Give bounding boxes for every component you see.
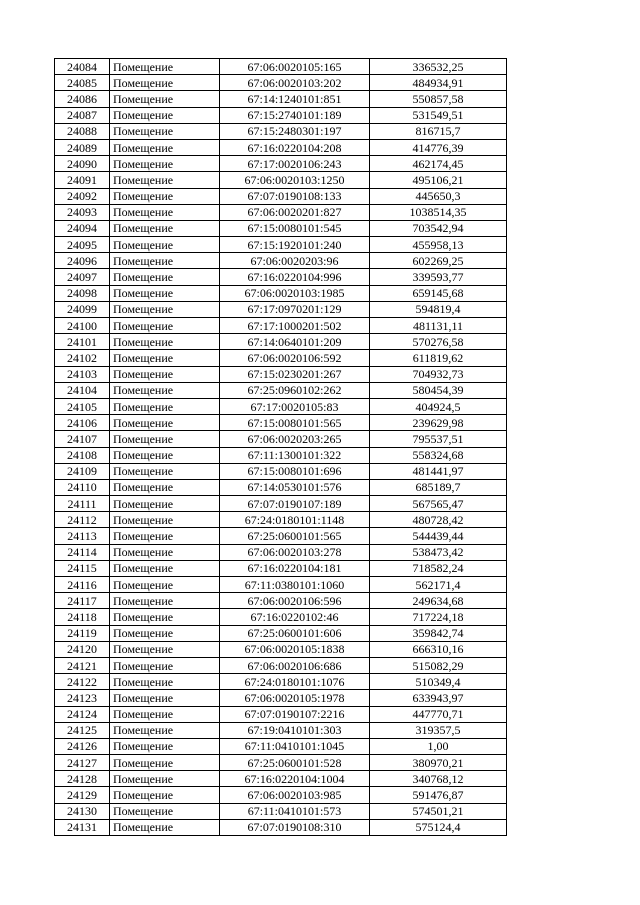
- object-type-cell: Помещение: [110, 512, 220, 528]
- table-row: [55, 657, 507, 673]
- object-type-cell: Помещение: [110, 577, 220, 593]
- cadastral-value-cell: 447770,71: [370, 706, 507, 722]
- row-number-cell: 24095: [55, 237, 110, 253]
- cadastral-number-cell: 67:14:0530101:576: [220, 479, 370, 495]
- cadastral-number-cell: 67:16:0220104:208: [220, 139, 370, 155]
- table-row: [55, 253, 507, 269]
- row-number-cell: 24105: [55, 398, 110, 414]
- object-type-cell: Помещение: [110, 107, 220, 123]
- object-type-cell: Помещение: [110, 75, 220, 91]
- row-number-cell: 24090: [55, 156, 110, 172]
- row-number-cell: 24128: [55, 771, 110, 787]
- cadastral-value-cell: 580454,39: [370, 382, 507, 398]
- cadastral-number-cell: 67:17:1000201:502: [220, 318, 370, 334]
- table-row: [55, 382, 507, 398]
- object-type-cell: Помещение: [110, 819, 220, 835]
- table-row: [55, 447, 507, 463]
- row-number-cell: 24119: [55, 625, 110, 641]
- cadastral-value-cell: 633943,97: [370, 690, 507, 706]
- cadastral-value-cell: 239629,98: [370, 415, 507, 431]
- table-row: [55, 722, 507, 738]
- table-row: [55, 641, 507, 657]
- table-row: [55, 204, 507, 220]
- object-type-cell: Помещение: [110, 188, 220, 204]
- cadastral-value-cell: 249634,68: [370, 593, 507, 609]
- row-number-cell: 24103: [55, 366, 110, 382]
- row-number-cell: 24088: [55, 123, 110, 139]
- object-type-cell: Помещение: [110, 528, 220, 544]
- cadastral-value-cell: 359842,74: [370, 625, 507, 641]
- object-type-cell: Помещение: [110, 738, 220, 754]
- cadastral-value-cell: 1,00: [370, 738, 507, 754]
- cadastral-number-cell: 67:06:0020106:686: [220, 657, 370, 673]
- object-type-cell: Помещение: [110, 334, 220, 350]
- object-type-cell: Помещение: [110, 139, 220, 155]
- cadastral-number-cell: 67:11:0410101:1045: [220, 738, 370, 754]
- row-number-cell: 24086: [55, 91, 110, 107]
- table-row: [55, 107, 507, 123]
- object-type-cell: Помещение: [110, 496, 220, 512]
- row-number-cell: 24102: [55, 350, 110, 366]
- cadastral-value-cell: 510349,4: [370, 674, 507, 690]
- table-row: [55, 625, 507, 641]
- cadastral-value-cell: 816715,7: [370, 123, 507, 139]
- row-number-cell: 24093: [55, 204, 110, 220]
- table-row: [55, 496, 507, 512]
- cadastral-value-cell: 515082,29: [370, 657, 507, 673]
- table-row: [55, 398, 507, 414]
- cadastral-value-cell: 611819,62: [370, 350, 507, 366]
- cadastral-value-cell: 602269,25: [370, 253, 507, 269]
- table-row: [55, 706, 507, 722]
- row-number-cell: 24130: [55, 803, 110, 819]
- object-type-cell: Помещение: [110, 560, 220, 576]
- object-type-cell: Помещение: [110, 253, 220, 269]
- cadastral-value-cell: 795537,51: [370, 431, 507, 447]
- table-row: [55, 528, 507, 544]
- cadastral-number-cell: 67:06:0020103:985: [220, 787, 370, 803]
- row-number-cell: 24087: [55, 107, 110, 123]
- row-number-cell: 24127: [55, 755, 110, 771]
- row-number-cell: 24115: [55, 560, 110, 576]
- cadastral-number-cell: 67:24:0180101:1076: [220, 674, 370, 690]
- row-number-cell: 24125: [55, 722, 110, 738]
- row-number-cell: 24114: [55, 544, 110, 560]
- row-number-cell: 24099: [55, 301, 110, 317]
- cadastral-number-cell: 67:15:2740101:189: [220, 107, 370, 123]
- object-type-cell: Помещение: [110, 431, 220, 447]
- table-row: [55, 350, 507, 366]
- row-number-cell: 24117: [55, 593, 110, 609]
- row-number-cell: 24097: [55, 269, 110, 285]
- object-type-cell: Помещение: [110, 447, 220, 463]
- cadastral-number-cell: 67:06:0020106:592: [220, 350, 370, 366]
- cadastral-number-cell: 67:15:0080101:696: [220, 463, 370, 479]
- cadastral-number-cell: 67:06:0020105:165: [220, 59, 370, 75]
- row-number-cell: 24118: [55, 609, 110, 625]
- cadastral-number-cell: 67:07:0190107:2216: [220, 706, 370, 722]
- object-type-cell: Помещение: [110, 204, 220, 220]
- object-type-cell: Помещение: [110, 657, 220, 673]
- object-type-cell: Помещение: [110, 172, 220, 188]
- cadastral-number-cell: 67:16:0220104:181: [220, 560, 370, 576]
- table-row: [55, 366, 507, 382]
- cadastral-number-cell: 67:15:0080101:545: [220, 220, 370, 236]
- cadastral-value-cell: 570276,58: [370, 334, 507, 350]
- row-number-cell: 24101: [55, 334, 110, 350]
- cadastral-number-cell: 67:24:0180101:1148: [220, 512, 370, 528]
- cadastral-value-cell: 558324,68: [370, 447, 507, 463]
- object-type-cell: Помещение: [110, 350, 220, 366]
- cadastral-value-cell: 538473,42: [370, 544, 507, 560]
- cadastral-number-cell: 67:25:0960102:262: [220, 382, 370, 398]
- row-number-cell: 24085: [55, 75, 110, 91]
- row-number-cell: 24124: [55, 706, 110, 722]
- row-number-cell: 24096: [55, 253, 110, 269]
- object-type-cell: Помещение: [110, 706, 220, 722]
- table-row: [55, 609, 507, 625]
- cadastral-value-cell: 319357,5: [370, 722, 507, 738]
- cadastral-number-cell: 67:07:0190107:189: [220, 496, 370, 512]
- cadastral-number-cell: 67:16:0220104:1004: [220, 771, 370, 787]
- cadastral-value-cell: 718582,24: [370, 560, 507, 576]
- object-type-cell: Помещение: [110, 91, 220, 107]
- object-type-cell: Помещение: [110, 593, 220, 609]
- object-type-cell: Помещение: [110, 755, 220, 771]
- cadastral-value-cell: 1038514,35: [370, 204, 507, 220]
- row-number-cell: 24084: [55, 59, 110, 75]
- cadastral-value-cell: 339593,77: [370, 269, 507, 285]
- cadastral-number-cell: 67:15:0080101:565: [220, 415, 370, 431]
- table-row: [55, 803, 507, 819]
- object-type-cell: Помещение: [110, 156, 220, 172]
- table-row: [55, 285, 507, 301]
- cadastral-number-cell: 67:06:0020106:596: [220, 593, 370, 609]
- cadastral-value-cell: 481441,97: [370, 463, 507, 479]
- table-row: [55, 593, 507, 609]
- object-type-cell: Помещение: [110, 722, 220, 738]
- cadastral-value-cell: 659145,68: [370, 285, 507, 301]
- table-row: [55, 738, 507, 754]
- table-row: [55, 787, 507, 803]
- object-type-cell: Помещение: [110, 269, 220, 285]
- cadastral-value-cell: 685189,7: [370, 479, 507, 495]
- object-type-cell: Помещение: [110, 318, 220, 334]
- row-number-cell: 24100: [55, 318, 110, 334]
- cadastral-number-cell: 67:17:0970201:129: [220, 301, 370, 317]
- table-row: [55, 755, 507, 771]
- object-type-cell: Помещение: [110, 366, 220, 382]
- table-row: [55, 544, 507, 560]
- cadastral-value-cell: 574501,21: [370, 803, 507, 819]
- cadastral-value-cell: 484934,91: [370, 75, 507, 91]
- object-type-cell: Помещение: [110, 398, 220, 414]
- row-number-cell: 24094: [55, 220, 110, 236]
- cadastral-number-cell: 67:17:0020106:243: [220, 156, 370, 172]
- cadastral-number-cell: 67:07:0190108:133: [220, 188, 370, 204]
- table-row: [55, 237, 507, 253]
- table-row: [55, 301, 507, 317]
- table-row: [55, 59, 507, 75]
- row-number-cell: 24120: [55, 641, 110, 657]
- cadastral-number-cell: 67:25:0600101:565: [220, 528, 370, 544]
- row-number-cell: 24107: [55, 431, 110, 447]
- cadastral-value-cell: 666310,16: [370, 641, 507, 657]
- table-row: [55, 690, 507, 706]
- object-type-cell: Помещение: [110, 237, 220, 253]
- cadastral-number-cell: 67:15:2480301:197: [220, 123, 370, 139]
- row-number-cell: 24126: [55, 738, 110, 754]
- cadastral-number-cell: 67:06:0020105:1838: [220, 641, 370, 657]
- property-table: [54, 58, 507, 836]
- cadastral-value-cell: 380970,21: [370, 755, 507, 771]
- row-number-cell: 24098: [55, 285, 110, 301]
- table-row: [55, 139, 507, 155]
- table-row: [55, 560, 507, 576]
- table-body: [55, 59, 507, 836]
- cadastral-value-cell: 455958,13: [370, 237, 507, 253]
- row-number-cell: 24108: [55, 447, 110, 463]
- row-number-cell: 24110: [55, 479, 110, 495]
- cadastral-value-cell: 462174,45: [370, 156, 507, 172]
- object-type-cell: Помещение: [110, 609, 220, 625]
- cadastral-number-cell: 67:25:0600101:528: [220, 755, 370, 771]
- object-type-cell: Помещение: [110, 301, 220, 317]
- cadastral-number-cell: 67:11:0380101:1060: [220, 577, 370, 593]
- cadastral-value-cell: 531549,51: [370, 107, 507, 123]
- cadastral-number-cell: 67:06:0020203:265: [220, 431, 370, 447]
- object-type-cell: Помещение: [110, 220, 220, 236]
- cadastral-number-cell: 67:07:0190108:310: [220, 819, 370, 835]
- cadastral-value-cell: 445650,3: [370, 188, 507, 204]
- table-row: [55, 188, 507, 204]
- object-type-cell: Помещение: [110, 771, 220, 787]
- table-row: [55, 819, 507, 835]
- table-row: [55, 577, 507, 593]
- row-number-cell: 24091: [55, 172, 110, 188]
- row-number-cell: 24121: [55, 657, 110, 673]
- cadastral-value-cell: 717224,18: [370, 609, 507, 625]
- row-number-cell: 24089: [55, 139, 110, 155]
- cadastral-value-cell: 567565,47: [370, 496, 507, 512]
- row-number-cell: 24131: [55, 819, 110, 835]
- table-row: [55, 318, 507, 334]
- row-number-cell: 24129: [55, 787, 110, 803]
- cadastral-number-cell: 67:16:0220102:46: [220, 609, 370, 625]
- table-row: [55, 91, 507, 107]
- document-page: [54, 58, 506, 836]
- row-number-cell: 24109: [55, 463, 110, 479]
- table-row: [55, 674, 507, 690]
- cadastral-number-cell: 67:16:0220104:996: [220, 269, 370, 285]
- row-number-cell: 24113: [55, 528, 110, 544]
- object-type-cell: Помещение: [110, 123, 220, 139]
- cadastral-number-cell: 67:11:1300101:322: [220, 447, 370, 463]
- row-number-cell: 24112: [55, 512, 110, 528]
- object-type-cell: Помещение: [110, 641, 220, 657]
- cadastral-number-cell: 67:06:0020103:278: [220, 544, 370, 560]
- cadastral-number-cell: 67:19:0410101:303: [220, 722, 370, 738]
- table-row: [55, 771, 507, 787]
- cadastral-number-cell: 67:14:0640101:209: [220, 334, 370, 350]
- table-row: [55, 220, 507, 236]
- cadastral-number-cell: 67:06:0020105:1978: [220, 690, 370, 706]
- table-row: [55, 75, 507, 91]
- table-row: [55, 123, 507, 139]
- table-row: [55, 415, 507, 431]
- table-row: [55, 512, 507, 528]
- cadastral-value-cell: 594819,4: [370, 301, 507, 317]
- object-type-cell: Помещение: [110, 415, 220, 431]
- cadastral-value-cell: 704932,73: [370, 366, 507, 382]
- row-number-cell: 24123: [55, 690, 110, 706]
- object-type-cell: Помещение: [110, 479, 220, 495]
- cadastral-value-cell: 575124,4: [370, 819, 507, 835]
- object-type-cell: Помещение: [110, 544, 220, 560]
- cadastral-value-cell: 336532,25: [370, 59, 507, 75]
- cadastral-number-cell: 67:14:1240101:851: [220, 91, 370, 107]
- object-type-cell: Помещение: [110, 690, 220, 706]
- cadastral-number-cell: 67:25:0600101:606: [220, 625, 370, 641]
- cadastral-value-cell: 544439,44: [370, 528, 507, 544]
- row-number-cell: 24111: [55, 496, 110, 512]
- cadastral-value-cell: 481131,11: [370, 318, 507, 334]
- cadastral-value-cell: 495106,21: [370, 172, 507, 188]
- object-type-cell: Помещение: [110, 59, 220, 75]
- object-type-cell: Помещение: [110, 625, 220, 641]
- table-row: [55, 479, 507, 495]
- cadastral-number-cell: 67:17:0020105:83: [220, 398, 370, 414]
- table-row: [55, 431, 507, 447]
- cadastral-value-cell: 562171,4: [370, 577, 507, 593]
- object-type-cell: Помещение: [110, 787, 220, 803]
- cadastral-value-cell: 414776,39: [370, 139, 507, 155]
- object-type-cell: Помещение: [110, 285, 220, 301]
- cadastral-value-cell: 480728,42: [370, 512, 507, 528]
- table-row: [55, 334, 507, 350]
- cadastral-value-cell: 340768,12: [370, 771, 507, 787]
- cadastral-number-cell: 67:06:0020103:202: [220, 75, 370, 91]
- object-type-cell: Помещение: [110, 463, 220, 479]
- cadastral-number-cell: 67:06:0020103:1985: [220, 285, 370, 301]
- object-type-cell: Помещение: [110, 382, 220, 398]
- object-type-cell: Помещение: [110, 803, 220, 819]
- row-number-cell: 24092: [55, 188, 110, 204]
- table-row: [55, 269, 507, 285]
- table-row: [55, 172, 507, 188]
- row-number-cell: 24122: [55, 674, 110, 690]
- cadastral-value-cell: 591476,87: [370, 787, 507, 803]
- cadastral-number-cell: 67:06:0020103:1250: [220, 172, 370, 188]
- cadastral-number-cell: 67:15:1920101:240: [220, 237, 370, 253]
- row-number-cell: 24106: [55, 415, 110, 431]
- cadastral-number-cell: 67:06:0020201:827: [220, 204, 370, 220]
- row-number-cell: 24104: [55, 382, 110, 398]
- cadastral-value-cell: 404924,5: [370, 398, 507, 414]
- table-row: [55, 463, 507, 479]
- object-type-cell: Помещение: [110, 674, 220, 690]
- cadastral-number-cell: 67:06:0020203:96: [220, 253, 370, 269]
- cadastral-number-cell: 67:11:0410101:573: [220, 803, 370, 819]
- cadastral-value-cell: 703542,94: [370, 220, 507, 236]
- cadastral-value-cell: 550857,58: [370, 91, 507, 107]
- row-number-cell: 24116: [55, 577, 110, 593]
- table-row: [55, 156, 507, 172]
- cadastral-number-cell: 67:15:0230201:267: [220, 366, 370, 382]
